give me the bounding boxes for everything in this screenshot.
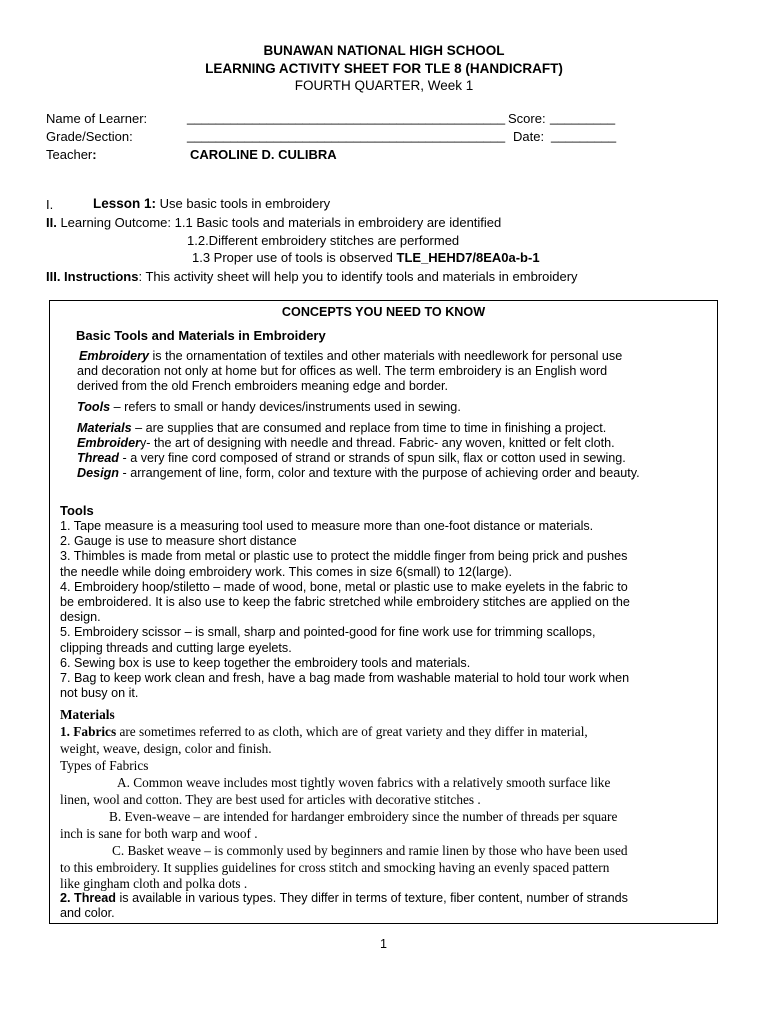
tools-item: be embroidered. It is also use to keep the fabric stretched while embroidery stitches are applied on the [60,595,630,610]
type-a-line-2: linen, wool and cotton. They are best used for articles with decorative stitches . [60,792,481,807]
materials-definition [77,421,606,435]
outcome-item-3 [192,250,540,265]
date-blank[interactable]: _________ [551,128,617,143]
types-of-fabrics-heading: Types of Fabrics [60,758,149,773]
lesson-text: Use basic tools in embroidery [156,196,331,211]
type-a-line-1: A. Common weave includes most tightly woven fabrics with a relatively smooth surface like [117,775,611,790]
embroidery-art-term: Embroider [77,436,140,450]
lesson-label: Lesson 1: [93,196,157,211]
tools-item: 4. Embroidery hoop/stiletto – made of wood, bone, metal or plastic use to make eyelets in the fabric to [60,579,628,594]
thread-text: is available in various types. They differ in terms of texture, fiber content, number of strands [116,891,628,905]
thread-line-1 [60,891,628,905]
concepts-title: CONCEPTS YOU NEED TO KNOW [281,305,486,319]
school-name: BUNAWAN NATIONAL HIGH SCHOOL [263,43,505,58]
name-label: Name of Learner: [46,111,148,126]
thread-label: 2. Thread [60,891,116,905]
instructions-text: : This activity sheet will help you to identify tools and materials in embroidery [138,269,578,284]
grade-label: Grade/Section: [46,129,133,144]
tools-item: not busy on it. [60,686,139,701]
type-b-line-1: B. Even-weave – are intended for hardanger embroidery since the number of threads per square [109,809,618,824]
thread-def: - a very fine cord composed of strand or strands of spun silk, flax or cotton used in sewing. [119,451,626,465]
score-label: Score: [508,111,546,126]
tools-item: clipping threads and cutting large eyelets. [60,640,292,655]
tools-definition [77,400,461,414]
date-label: Date: [513,129,545,144]
outcome-item-3-text: 1.3 Proper use of tools is observed [192,250,397,265]
materials-heading: Materials [60,707,115,722]
teacher-label-text: Teacher [46,147,93,162]
sheet-title: LEARNING ACTIVITY SHEET FOR TLE 8 (HANDICRAFT) [205,61,563,76]
teacher-colon: : [92,147,97,162]
type-c-line-2: to this embroidery. It supplies guidelines for cross stitch and smocking having an evenly spaced pattern [60,860,610,875]
embroidery-definition-line-1 [79,349,622,363]
thread-term: Thread [77,451,119,465]
grade-blank[interactable]: ____________________________________________ [187,128,506,143]
teacher-name: CAROLINE D. CULIBRA [190,147,337,162]
outcome-code: TLE_HEHD7/8EA0a-b-1 [396,250,540,265]
fabrics-label: 1. Fabrics [60,724,117,739]
embroidery-art-definition [77,436,615,450]
design-term: Design [77,466,119,480]
lesson-number: I. [46,197,54,212]
fabrics-text: are sometimes referred to as cloth, which are of great variety and they differ in material, [116,724,588,739]
tools-item: 6. Sewing box is use to keep together the embroidery tools and materials. [60,655,471,670]
lesson-line [93,196,330,211]
tools-item: 7. Bag to keep work clean and fresh, have a bag made from washable material to hold tour work when [60,671,630,686]
outcome-label: Learning Outcome: [56,215,175,230]
outcome-number: II. [46,215,57,230]
tools-term: Tools [77,400,111,414]
tools-item: design. [60,610,101,625]
tools-list [60,519,630,701]
tools-def: – refers to small or handy devices/instruments used in sewing. [110,400,461,414]
quarter-label: FOURTH QUARTER, Week 1 [294,78,474,93]
thread-definition [77,451,626,465]
fabrics-line-2: weight, weave, design, color and finish. [60,741,272,756]
tools-item: the needle while doing embroidery work. This comes in size 6(small) to 12(large). [60,564,512,579]
instructions-line [46,269,578,284]
type-c-line-3: like gingham cloth and polka dots . [60,876,248,891]
outcome-item-1: 1.1 Basic tools and materials in embroidery are identified [174,215,502,230]
embroidery-definition-line-2: and decoration not only at home but for offices as well. The term embroidery is an English word [77,364,608,378]
materials-def: – are supplies that are consumed and replace from time to time in finishing a project. [131,421,607,435]
tools-item: 2. Gauge is use to measure short distance [60,534,297,549]
tools-item: 3. Thimbles is made from metal or plastic use to protect the middle finger from being prick and pushes [60,549,628,564]
name-blank[interactable]: ____________________________________________ [187,110,506,125]
fabrics-line-1 [60,724,588,740]
instructions-label: III. Instructions [46,269,139,284]
embroidery-def-1: is the ornamentation of textiles and other materials with needlework for personal use [149,349,623,363]
embroidery-art-def: y- the art of designing with needle and thread. Fabric- any woven, knitted or felt cloth. [139,436,615,450]
tools-item: 1. Tape measure is a measuring tool used to measure more than one-foot distance or materials. [60,519,594,533]
outcome-item-2: 1.2.Different embroidery stitches are performed [187,233,460,248]
teacher-label [46,147,97,162]
tools-heading: Tools [60,503,94,518]
thread-line-2: and color. [60,906,115,920]
embroidery-term: Embroidery [79,349,149,363]
tools-item: 5. Embroidery scissor – is small, sharp and pointed-good for fine work use for trimming scallops, [60,625,596,640]
concepts-subtitle: Basic Tools and Materials in Embroidery [76,328,326,343]
score-blank[interactable]: _________ [550,110,616,125]
page-number: 1 [380,937,388,951]
type-b-line-2: inch is sane for both warp and woof . [60,826,258,841]
outcome-line [46,215,501,230]
materials-term: Materials [77,421,132,435]
embroidery-definition-line-3: derived from the old French embroiders meaning edge and border. [77,379,449,393]
type-c-line-1: C. Basket weave – is commonly used by beginners and ramie linen by those who have been used [112,843,628,858]
design-def: - arrangement of line, form, color and texture with the purpose of achieving order and beauty. [119,466,640,480]
design-definition [77,466,640,480]
